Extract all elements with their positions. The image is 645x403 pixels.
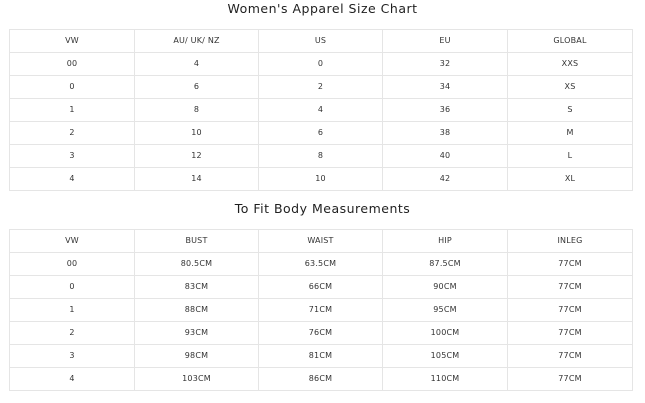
table-cell: 77CM [508,322,633,345]
table-cell: 98CM [135,345,259,368]
table-cell: 110CM [383,368,508,391]
table-cell: 1 [10,99,135,122]
table-cell: 80.5CM [135,253,259,276]
table-cell: 40 [383,145,508,168]
table-cell: 2 [10,322,135,345]
table-cell: 32 [383,53,508,76]
table-row [10,145,633,168]
header-cell-eu: EU [383,30,508,53]
table-cell: 42 [383,168,508,191]
table-cell: 12 [135,145,259,168]
table-cell: L [508,145,633,168]
table-cell: 100CM [383,322,508,345]
table-row [10,122,633,145]
table-cell: 36 [383,99,508,122]
table-cell: 4 [135,53,259,76]
table-cell: 90CM [383,276,508,299]
table-cell: 77CM [508,253,633,276]
apparel-size-chart-title: Women's Apparel Size Chart [227,1,418,16]
table-cell: 6 [135,76,259,99]
table-row [10,76,633,99]
table-cell: 1 [10,299,135,322]
table-cell: 88CM [135,299,259,322]
table-cell: 0 [10,276,135,299]
table-row [10,368,633,391]
table-cell: 77CM [508,368,633,391]
table-cell: 4 [259,99,383,122]
table-cell: 0 [259,53,383,76]
table-cell: 103CM [135,368,259,391]
table-row [10,99,633,122]
header-cell-au-uk-nz: AU/ UK/ NZ [135,30,259,53]
table-cell: 87.5CM [383,253,508,276]
table-cell: 63.5CM [259,253,383,276]
table-cell: 6 [259,122,383,145]
header-cell-waist: WAIST [259,230,383,253]
header-cell-hip: HIP [383,230,508,253]
header-cell-inleg: INLEG [508,230,633,253]
table-cell: 83CM [135,276,259,299]
table-cell: 10 [259,168,383,191]
body-measurements-table [9,229,633,391]
table-cell: 95CM [383,299,508,322]
table-cell: 0 [10,76,135,99]
table-cell: S [508,99,633,122]
header-cell-us: US [259,30,383,53]
table-cell: XS [508,76,633,99]
table-cell: XXS [508,53,633,76]
table-cell: XL [508,168,633,191]
table-cell: 8 [135,99,259,122]
table-cell: 10 [135,122,259,145]
table-cell: 00 [10,53,135,76]
table-cell: 4 [10,368,135,391]
table-cell: 77CM [508,299,633,322]
table-cell: 3 [10,345,135,368]
apparel-size-table [9,29,633,191]
table-cell: 77CM [508,345,633,368]
table-cell: 2 [259,76,383,99]
table-header-row [10,230,633,253]
table-row [10,345,633,368]
table-row [10,299,633,322]
header-cell-vw: VW [10,230,135,253]
body-measurements-title: To Fit Body Measurements [234,201,411,216]
header-cell-vw: VW [10,30,135,53]
table-cell: 38 [383,122,508,145]
table-cell: 4 [10,168,135,191]
table-cell: 66CM [259,276,383,299]
table-cell: 3 [10,145,135,168]
table-cell: 76CM [259,322,383,345]
table-row [10,276,633,299]
table-header-row [10,30,633,53]
table-cell: 71CM [259,299,383,322]
table-row [10,253,633,276]
table-cell: 105CM [383,345,508,368]
table-cell: 00 [10,253,135,276]
table-cell: 14 [135,168,259,191]
header-cell-global: GLOBAL [508,30,633,53]
table-cell: 77CM [508,276,633,299]
table-cell: 86CM [259,368,383,391]
table-cell: 2 [10,122,135,145]
table-cell: 93CM [135,322,259,345]
table-row [10,53,633,76]
header-cell-bust: BUST [135,230,259,253]
table-cell: M [508,122,633,145]
table-row [10,322,633,345]
table-cell: 8 [259,145,383,168]
table-cell: 34 [383,76,508,99]
table-cell: 81CM [259,345,383,368]
table-row [10,168,633,191]
